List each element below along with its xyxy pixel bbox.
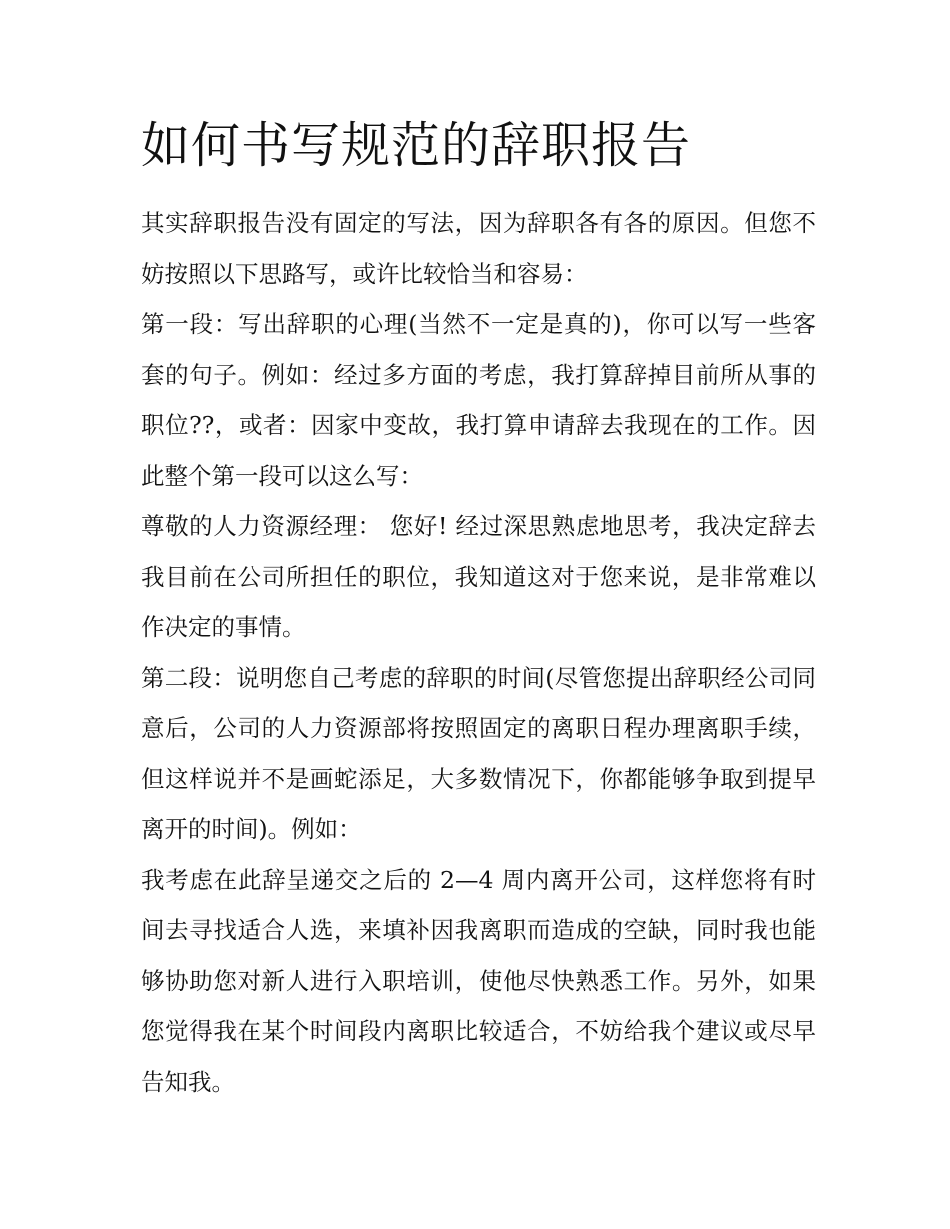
paragraph-first-section: 第一段：写出辞职的心理(当然不一定是真的)，你可以写一些客套的句子。例如：经过多方面的考虑，我打算辞掉目前所从事的职位??，或者：因家中变故，我打算申请辞去我现在的工作。因此整个第一段可以这么写： <box>141 310 816 490</box>
paragraph-first-example: 尊敬的人力资源经理： 您好! 经过深思熟虑地思考，我决定辞去我目前在公司所担任的职位，我知道这对于您来说，是非常难以作决定的事情。 <box>141 512 816 641</box>
document-page <box>141 108 816 1107</box>
paragraph-second-section: 第二段：说明您自己考虑的辞职的时间(尽管您提出辞职经公司同意后，公司的人力资源部将按照固定的离职日程办理离职手续，但这样说并不是画蛇添足，大多数情况下，你都能够争取到提早离开的时间)。例如： <box>141 663 816 843</box>
paragraph-intro: 其实辞职报告没有固定的写法，因为辞职各有各的原因。但您不妨按照以下思路写，或许比较恰当和容易： <box>141 209 816 288</box>
paragraph-second-example: 我考虑在此辞呈递交之后的 2—4 周内离开公司，这样您将有时间去寻找适合人选，来填补因我离职而造成的空缺，同时我也能够协助您对新人进行入职培训，使他尽快熟悉工作。另外，如果您觉得我在某个时间段内离职比较适合，不妨给我个建议或尽早告知我。 <box>141 865 816 1096</box>
document-title: 如何书写规范的辞职报告 <box>141 117 692 174</box>
